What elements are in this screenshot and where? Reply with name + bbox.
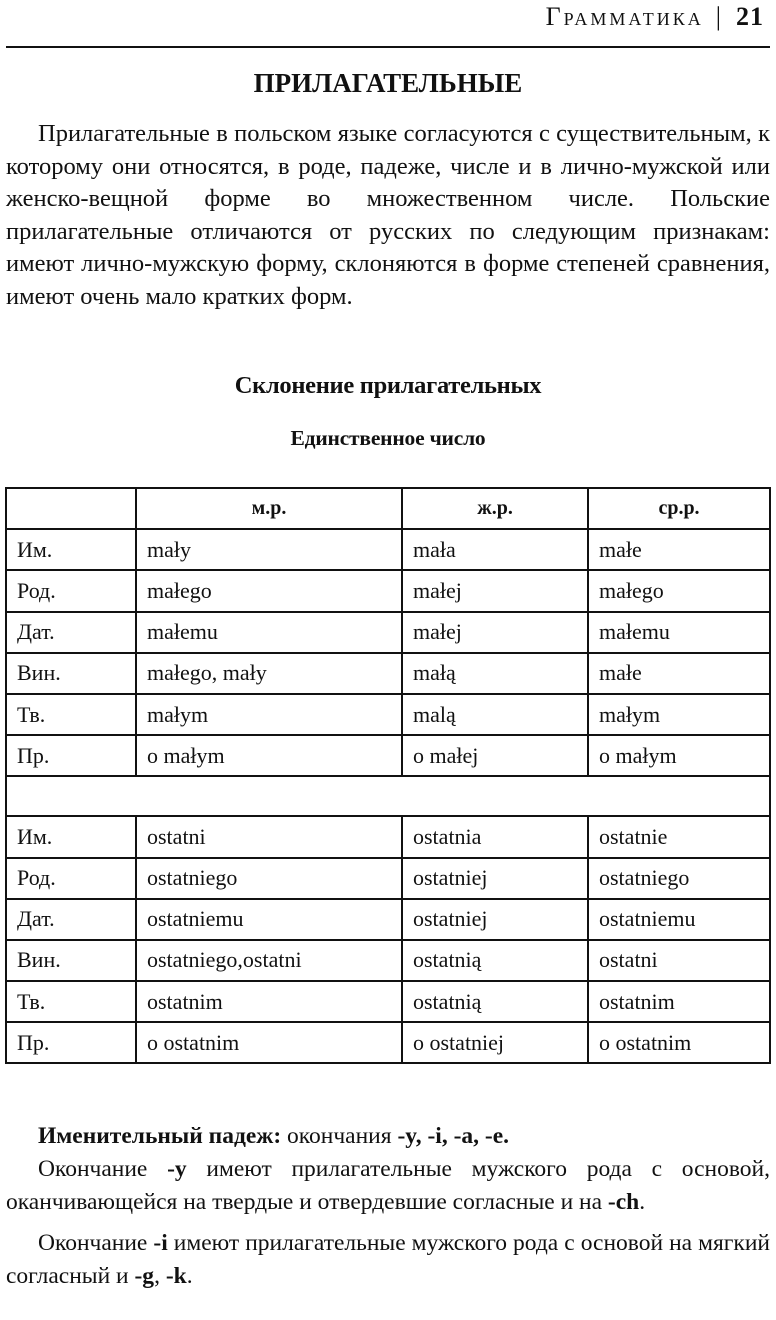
table-row (6, 899, 770, 940)
case-label-cell: Тв. (6, 981, 136, 1022)
case-label-cell: Род. (6, 858, 136, 899)
section-subtitle: Склонение прилагательных (234, 372, 542, 399)
table-row (6, 940, 770, 981)
case-label-cell: Им. (6, 529, 136, 570)
table-row (6, 612, 770, 653)
table-caption: Единственное число (290, 426, 486, 450)
page-title: ПРИЛАГАТЕЛЬНЫЕ (253, 68, 523, 98)
header-cell-neuter: ср.р. (588, 488, 770, 529)
table-cell: małemu (136, 612, 402, 653)
table-cell: o ostatniej (402, 1022, 588, 1063)
table-cell: o małej (402, 735, 588, 776)
intro-paragraph: Прилагательные в польском языке согласуются с существительным, к которому они относятся, в роде, падеже, числе и в лично-мужской или женско-вещной форме во множественном числе. Польские прилагательные отличаются от русских по следующим признакам: имеют лично-мужскую форму, склоняются в форме степеней сравнения, имеют очень мало кратких форм. (6, 120, 770, 310)
header-cell-masculine: м.р. (136, 488, 402, 529)
ending-i-paragraph (6, 1227, 770, 1293)
spacer-cell (6, 776, 770, 816)
case-label-cell: Тв. (6, 694, 136, 735)
table-cell: o małym (588, 735, 770, 776)
table-cell: mały (136, 529, 402, 570)
text-run: имеют прилагательные мужского рода с основой на мягкий согласный и (6, 1230, 771, 1289)
text-run: Окончание (38, 1230, 154, 1256)
text-run: Окончание (38, 1156, 168, 1182)
case-label-cell: Пр. (6, 735, 136, 776)
text-run: имеют прилагательные мужского рода с основой, оканчивающейся на твердые и отвердевшие согласные и на (6, 1156, 770, 1215)
running-head (546, 2, 764, 32)
table-cell: ostatniemu (136, 899, 402, 940)
ending-y-paragraph (6, 1153, 770, 1219)
case-label-cell: Род. (6, 570, 136, 611)
ending-ch: -ch (607, 1189, 640, 1215)
table-cell: malą (402, 694, 588, 735)
table-cell: o małym (136, 735, 402, 776)
ending-i: -i (153, 1230, 168, 1256)
table-cell: ostatniej (402, 899, 588, 940)
table-cell: ostatniej (402, 858, 588, 899)
table-cell: ostatnia (402, 816, 588, 857)
table-cell: ostatniego (136, 858, 402, 899)
table-cell: ostatnie (588, 816, 770, 857)
table-cell: małej (402, 570, 588, 611)
table-cell: ostatniego (588, 858, 770, 899)
case-label-cell: Дат. (6, 612, 136, 653)
table-cell: małej (402, 612, 588, 653)
table-row (6, 694, 770, 735)
table-cell: ostatniego,ostatni (136, 940, 402, 981)
case-label-cell: Вин. (6, 653, 136, 694)
ending-y: -y (167, 1156, 187, 1182)
ending-k: -k (165, 1263, 187, 1289)
declension-table (5, 487, 771, 1064)
table-group-maly (6, 529, 770, 776)
nominative-label: Именительный падеж: (38, 1123, 282, 1149)
table-cell: ostatnim (588, 981, 770, 1022)
table-row (6, 858, 770, 899)
table-cell: ostatni (588, 940, 770, 981)
nominative-text: окончания (281, 1123, 398, 1149)
table-cell: ostatni (136, 816, 402, 857)
table-row (6, 529, 770, 570)
table-row (6, 653, 770, 694)
table-cell: małego (136, 570, 402, 611)
page-header (6, 0, 770, 48)
case-label-cell: Пр. (6, 1022, 136, 1063)
table-cell: mała (402, 529, 588, 570)
table-row (6, 1022, 770, 1063)
text-run: . (186, 1263, 193, 1289)
case-label-cell: Дат. (6, 899, 136, 940)
case-label-cell: Им. (6, 816, 136, 857)
table-cell: małe (588, 653, 770, 694)
case-label-cell: Вин. (6, 940, 136, 981)
table-row (6, 816, 770, 857)
table-cell: małą (402, 653, 588, 694)
ending-g: -g (134, 1263, 155, 1289)
section-name: Грамматика (545, 2, 704, 31)
table-cell: małym (588, 694, 770, 735)
table-header-row (6, 488, 770, 529)
table-row (6, 735, 770, 776)
table-cell: małe (588, 529, 770, 570)
notes-section (6, 1120, 770, 1293)
header-cell-feminine: ж.р. (402, 488, 588, 529)
text-run: , (154, 1263, 166, 1289)
table-cell: małemu (588, 612, 770, 653)
table-spacer-row (6, 776, 770, 816)
text-run: . (639, 1189, 646, 1215)
table-cell: ostatnim (136, 981, 402, 1022)
table-cell: ostatniemu (588, 899, 770, 940)
header-separator: | (715, 2, 724, 31)
table-cell: ostatnią (402, 981, 588, 1022)
table-cell: o ostatnim (136, 1022, 402, 1063)
table-cell: małym (136, 694, 402, 735)
nominative-endings: -y, -i, -a, -e. (397, 1123, 510, 1149)
page-number: 21 (736, 2, 764, 31)
nominative-line (6, 1120, 770, 1153)
table-cell: ostatnią (402, 940, 588, 981)
table-group-ostatni (6, 816, 770, 1063)
table-cell: małego, mały (136, 653, 402, 694)
table-row (6, 981, 770, 1022)
table-row (6, 570, 770, 611)
table-cell: małego (588, 570, 770, 611)
header-cell-case (6, 488, 136, 529)
table-cell: o ostatnim (588, 1022, 770, 1063)
